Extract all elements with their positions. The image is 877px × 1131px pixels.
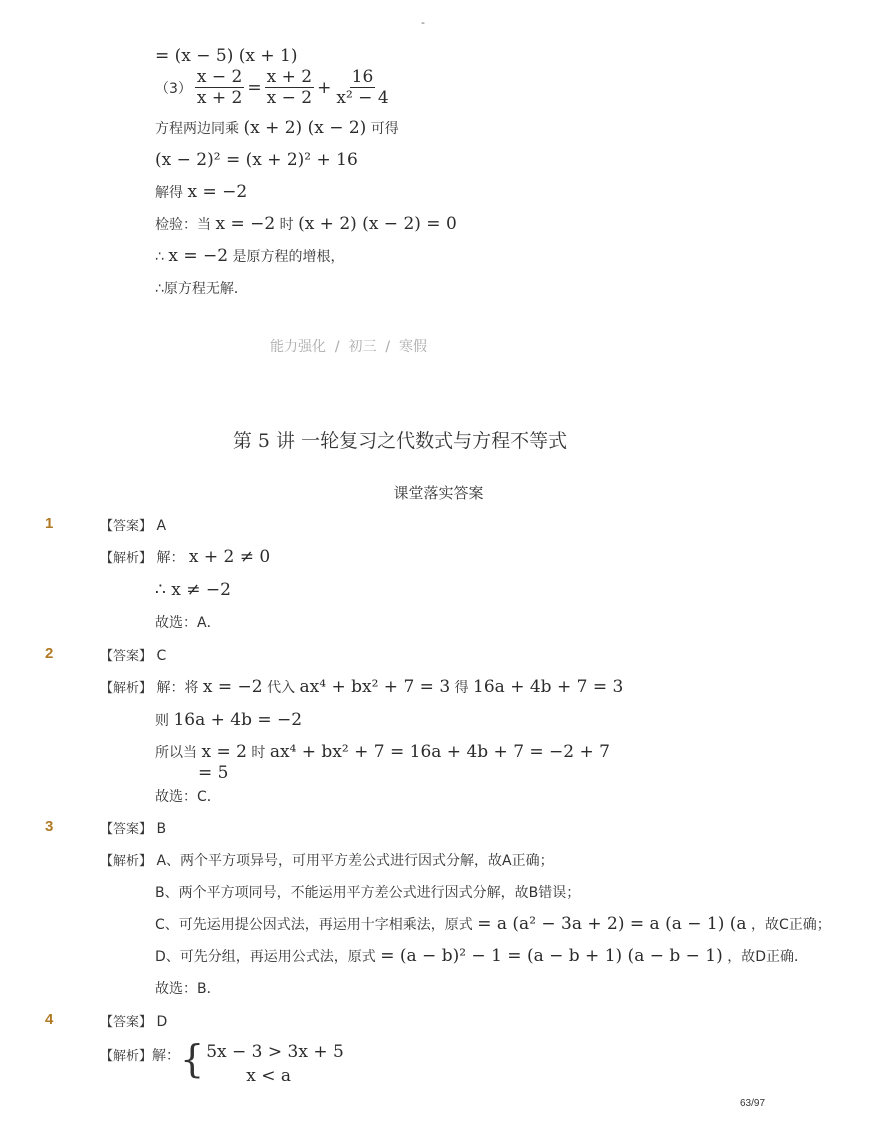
denominator: x² − 4 [336,88,389,108]
analysis-tag: 【解析】 [100,1049,153,1064]
analysis-line [100,850,554,870]
check-line [155,214,457,234]
analysis-line [100,677,623,697]
analysis-text: 解： [156,550,185,566]
answer-line [100,1011,167,1030]
check-math-2: (x + 2) (x − 2) = 0 [298,214,457,234]
option-a-text: A、两个平方项异号，可用平方差公式进行因式分解，故A正确； [156,853,554,869]
answer-line [100,818,166,837]
answer-tag: 【答案】 [100,519,153,534]
answer-value: D [156,1014,168,1030]
analysis-math: ax⁴ + bx² + 7 = 16a + 4b + 7 = −2 + 7 [269,742,610,762]
plus-sign: + [317,77,332,98]
analysis-line [155,742,610,762]
multiply-tail: 可得 [370,121,399,137]
conclusion-line: 故选：B． [155,981,221,997]
answer-value: C [156,648,167,664]
option-c-text: C、可先运用提公因式法，再运用十字相乘法，原式 [155,917,473,933]
inequality-system [206,1040,344,1088]
numerator: x − 2 [196,67,243,87]
answer-tag: 【答案】 [100,649,153,664]
footer-tags: 能力强化 / 初三 / 寒假 [270,339,428,355]
analysis-text: 所以当 [155,745,197,761]
q3-equation [155,68,394,107]
option-d-line [155,946,808,966]
analysis-math-line: ∴ x ≠ −2 [155,580,231,600]
answer-line [100,515,166,534]
analysis-text: 则 [155,713,169,729]
answer-value: A [156,518,167,534]
option-d-text: D、可先分组，再运用公式法，原式 [155,949,376,965]
root-math: x = −2 [168,246,229,266]
page-number: 63/97 [740,1098,766,1109]
page-header-mark: - [421,16,425,29]
root-text: 是原方程的增根， [232,249,345,265]
analysis-math: 16a + 4b = −2 [173,710,303,730]
root-line [155,246,345,266]
inequality-line: x < a [246,1066,291,1086]
numerator: 16 [351,67,374,87]
question-number: 4 [45,1011,54,1028]
multiply-line [155,118,399,138]
check-math: x = −2 [215,214,276,234]
analysis-math: ax⁴ + bx² + 7 = 3 [299,677,451,697]
section-title: 课堂落实答案 [393,484,484,502]
option-b-text: B、两个平方项同号，不能运用平方差公式进行因式分解，故B错误； [155,885,581,901]
analysis-text: 代入 [267,680,296,696]
equals-sign: = [247,77,262,98]
analysis-tag: 【解析】 [100,854,153,869]
analysis-tag: 【解析】 [100,681,153,696]
option-c-math: = a (a² − 3a + 2) = a (a − 1) (a [477,914,747,934]
analysis-math: x + 2 ≠ 0 [188,547,271,567]
denominator: x + 2 [196,88,243,108]
inequality-line: 5x − 3 > 3x + 5 [206,1042,344,1062]
question-number: 2 [45,645,54,662]
analysis-text: 解：将 [156,680,199,696]
root-prefix: ∴ [155,249,164,265]
option-c-line [155,914,831,934]
question-number: 3 [45,818,54,835]
option-d-math: = (a − b)² − 1 = (a − b + 1) (a − b − 1) [380,946,723,966]
fraction [265,68,314,107]
solve-line [155,182,247,202]
solve-text: 解得 [155,185,183,201]
analysis-tag: 【解析】 [100,551,153,566]
conclusion-line: 故选：C． [155,789,221,805]
analysis-math: x = −2 [202,677,263,697]
option-d-tail: ，故D正确． [727,949,808,965]
answer-tag: 【答案】 [100,822,153,837]
factor-line: = (x − 5) (x + 1) [155,46,298,66]
answer-tag: 【答案】 [100,1015,153,1030]
system-brace-icon: { [180,1037,205,1081]
analysis-math: 16a + 4b + 7 = 3 [473,677,624,697]
analysis-line [155,710,302,730]
fraction [334,68,390,107]
analysis-math: x = 2 [201,742,247,762]
fraction [195,68,244,107]
no-solution-line: ∴原方程无解． [155,281,248,297]
multiply-text: 方程两边同乘 [155,121,239,137]
denominator: x − 2 [266,88,313,108]
q3-label: （3） [155,80,192,97]
answer-line [100,645,166,664]
analysis-line [100,547,270,567]
check-tail: 时 [279,217,294,233]
analysis-text: 时 [251,745,266,761]
analysis-text: 得 [454,680,469,696]
multiply-math: (x + 2) (x − 2) [243,118,367,138]
conclusion-line: 故选：A． [155,615,221,631]
analysis-text: 解： [152,1048,181,1064]
check-text: 检验：当 [155,217,211,233]
numerator: x + 2 [266,67,313,87]
solve-math: x = −2 [187,182,248,202]
option-c-tail: ，故C正确； [751,917,831,933]
analysis-math-line: = 5 [198,763,229,783]
analysis-line [100,1037,344,1086]
squared-equation: (x − 2)² = (x + 2)² + 16 [155,150,358,170]
answer-value: B [156,821,167,837]
question-number: 1 [45,515,54,532]
lesson-title: 第 5 讲 一轮复习之代数式与方程不等式 [232,430,568,452]
